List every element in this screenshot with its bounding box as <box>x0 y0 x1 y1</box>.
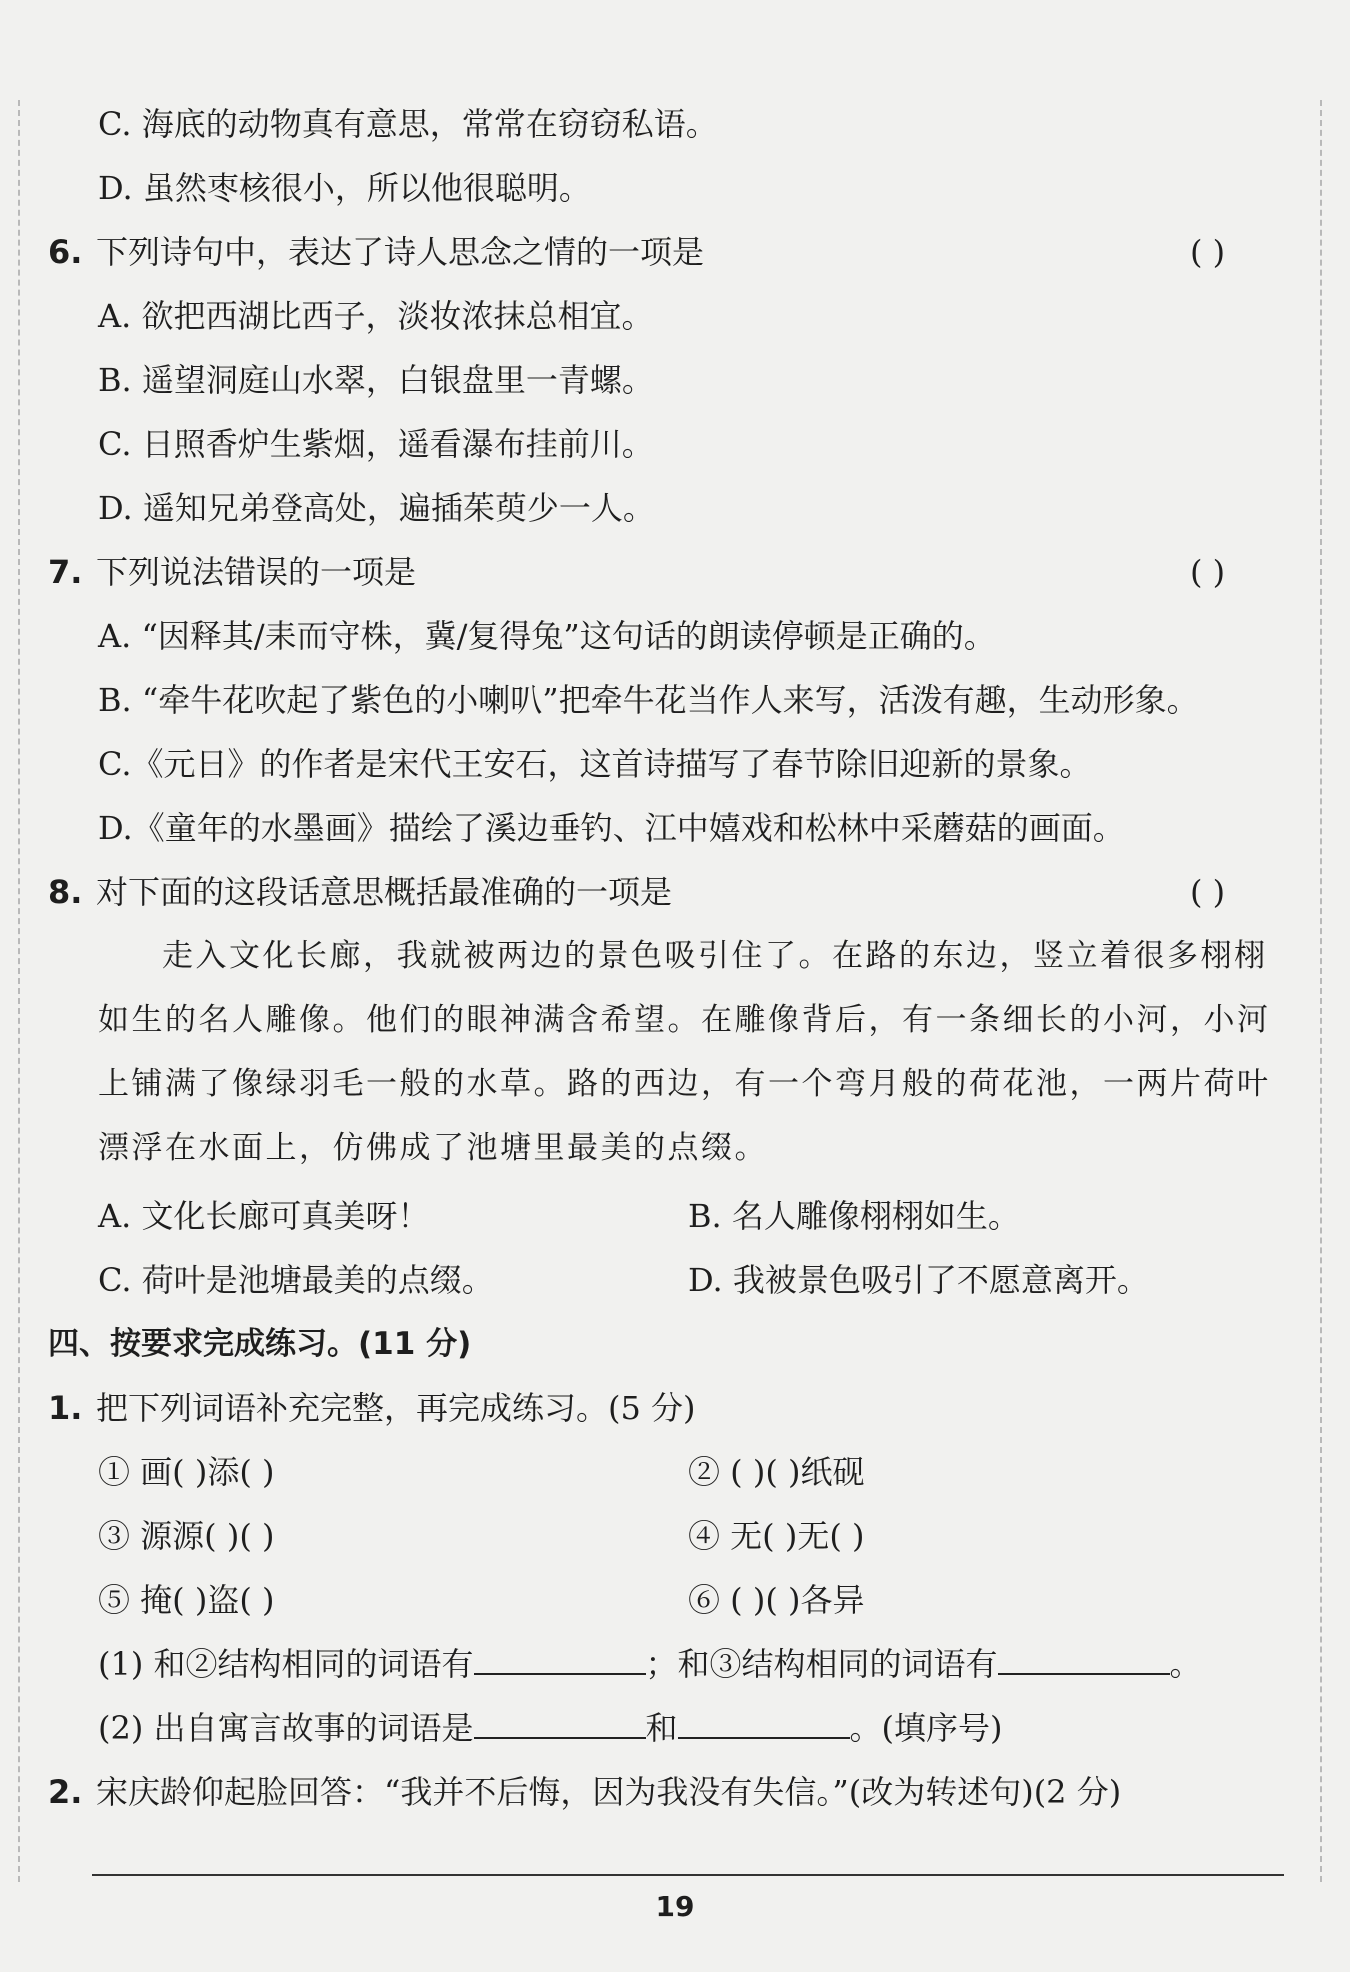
sub-question-1-text-b: ；和③结构相同的词语有 <box>645 1645 998 1683</box>
idiom-5[interactable]: ⑤ 掩( )盗( ) <box>98 1581 275 1619</box>
passage-line: 上铺满了像绿羽毛一般的水草。路的西边，有一个弯月般的荷花池，一两片荷叶 <box>98 1066 1271 1102</box>
answer-blank[interactable] <box>474 1707 646 1739</box>
question-text: 下列说法错误的一项是 <box>96 553 417 591</box>
question-text: 下列诗句中，表达了诗人思念之情的一项是 <box>96 233 705 271</box>
q7-option-a: A. “因释其/耒而守株，冀/复得兔”这句话的朗读停顿是正确的。 <box>98 617 996 655</box>
question-number: 7. <box>48 553 83 591</box>
q6-option-b: B. 遥望洞庭山水翠，白银盘里一青螺。 <box>98 361 654 399</box>
sub-question-1-text-a: (1) 和②结构相同的词语有 <box>98 1645 474 1683</box>
sub-question-2-text-b: 和 <box>645 1709 678 1747</box>
q8-options-row-1 <box>98 1188 429 1244</box>
answer-parentheses: ( ) <box>1190 233 1226 271</box>
q8-option-c: C. 荷叶是池塘最美的点缀。 <box>98 1261 494 1299</box>
page-number: 19 <box>655 1890 695 1923</box>
q7-option-c: C.《元日》的作者是宋代王安石，这首诗描写了春节除旧迎新的景象。 <box>98 745 1092 783</box>
q6-option-d: D. 遥知兄弟登高处，遍插茱萸少一人。 <box>98 489 655 527</box>
q6-option-a: A. 欲把西湖比西子，淡妆浓抹总相宜。 <box>98 297 654 335</box>
footer-rule <box>92 1874 1284 1876</box>
question-6 <box>0 224 1350 280</box>
idiom-3[interactable]: ③ 源源( )( ) <box>98 1517 275 1555</box>
passage-line: 漂浮在水面上，仿佛成了池塘里最美的点缀。 <box>98 1130 768 1166</box>
q8-option-d: D. 我被景色吸引了不愿意离开。 <box>688 1261 1149 1299</box>
passage-line: 走入文化长廊，我就被两边的景色吸引住了。在路的东边，竖立着很多栩栩 <box>162 938 1268 974</box>
section-4-heading: 四、按要求完成练习。(11 分) <box>48 1326 472 1362</box>
answer-blank[interactable] <box>474 1643 646 1675</box>
passage-line: 如生的名人雕像。他们的眼神满含希望。在雕像背后，有一条细长的小河，小河 <box>98 1002 1271 1038</box>
idiom-2[interactable]: ② ( )( )纸砚 <box>688 1453 865 1491</box>
question-8 <box>0 864 1350 920</box>
answer-parentheses: ( ) <box>1190 553 1226 591</box>
answer-parentheses: ( ) <box>1190 873 1226 911</box>
q5-option-d: D. 虽然枣核很小，所以他很聪明。 <box>98 169 591 207</box>
sub-question-1 <box>98 1636 1202 1692</box>
question-number: 8. <box>48 873 83 911</box>
section-4-question-1 <box>0 1380 1350 1436</box>
idiom-4[interactable]: ④ 无( )无( ) <box>688 1517 865 1555</box>
question-7 <box>0 544 1350 600</box>
q7-option-d: D.《童年的水墨画》描绘了溪边垂钓、江中嬉戏和松林中采蘑菇的画面。 <box>98 809 1125 847</box>
sub-question-2-text-a: (2) 出自寓言故事的词语是 <box>98 1709 474 1747</box>
right-dashed-margin <box>1320 100 1322 1882</box>
sub-question-2 <box>98 1700 1003 1756</box>
q8-option-b: B. 名人雕像栩栩如生。 <box>688 1197 1020 1235</box>
question-number: 1. <box>48 1389 83 1427</box>
section-4-question-2 <box>0 1764 1350 1820</box>
idiom-1[interactable]: ① 画( )添( ) <box>98 1453 275 1491</box>
answer-blank[interactable] <box>998 1643 1170 1675</box>
answer-blank[interactable] <box>678 1707 850 1739</box>
question-text: 把下列词语补充完整，再完成练习。(5 分) <box>96 1389 696 1427</box>
q7-option-b: B. “牵牛花吹起了紫色的小喇叭”把牵牛花当作人来写，活泼有趣，生动形象。 <box>98 681 1199 719</box>
question-text: 对下面的这段话意思概括最准确的一项是 <box>96 873 673 911</box>
q6-option-c: C. 日照香炉生紫烟，遥看瀑布挂前川。 <box>98 425 654 463</box>
sub-question-2-text-c: 。(填序号) <box>849 1709 1003 1747</box>
question-number: 6. <box>48 233 83 271</box>
question-number: 2. <box>48 1773 83 1811</box>
q8-option-a: A. 文化长廊可真美呀！ <box>98 1197 430 1235</box>
question-text: 宋庆龄仰起脸回答：“我并不后悔，因为我没有失信。”(改为转述句)(2 分) <box>96 1773 1122 1811</box>
sub-question-1-text-c: 。 <box>1169 1645 1202 1683</box>
idiom-6[interactable]: ⑥ ( )( )各异 <box>688 1581 865 1619</box>
left-dashed-margin <box>18 100 20 1882</box>
q5-option-c: C. 海底的动物真有意思，常常在窃窃私语。 <box>98 105 718 143</box>
